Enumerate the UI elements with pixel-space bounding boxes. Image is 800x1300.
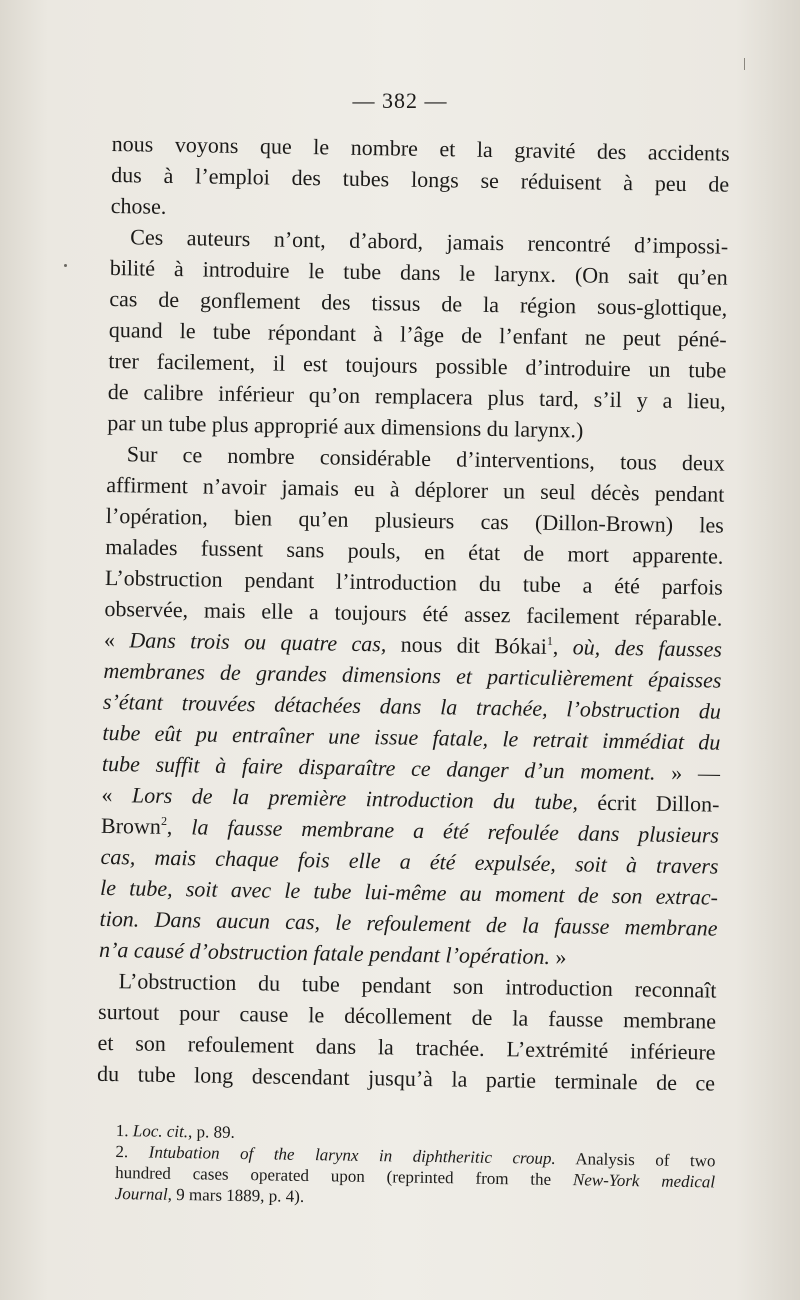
quote-line: tube eût pu entraîner une issue fatale, le retrait immédiat du	[102, 719, 721, 755]
quote-line: membranes de grandes dimensions et particulièrement épaisses	[103, 657, 722, 693]
text-line: observée, mais elle a toujours été assez facilement réparable.	[104, 595, 723, 631]
text-line: dus à l’emploi des tubes longs se réduisent à peu de	[111, 161, 730, 197]
text-line: L’obstruction pendant l’introduction du tube a été parfois	[104, 564, 724, 600]
text-line: L’obstruction du tube pendant son introduction reconnaît	[118, 968, 717, 1003]
text-line: chose.	[110, 192, 167, 219]
text-line: surtout pour cause le décollement de la fausse membrane	[97, 998, 717, 1034]
paragraph-3	[99, 438, 725, 975]
quote-line: tube suffit à faire disparaître ce danger d’un moment. » —	[101, 750, 721, 786]
text-line: par un tube plus approprié aux dimensions du larynx.)	[107, 409, 584, 443]
footnote-2: 2. Intubation of the larynx in diphtheritic croup. Analysis of two	[115, 1141, 716, 1171]
text-line: trer facilement, il est toujours possible d’introduire un tube	[108, 347, 727, 383]
text-line: et son refoulement dans la trachée. L’extrémité inférieure	[97, 1029, 716, 1065]
quote-line: Brown$^2$, la fausse membrane a été refoulée dans plusieurs	[100, 812, 720, 848]
footnote-ref: 2	[160, 813, 168, 828]
quote-italic: Dans trois ou quatre cas,	[129, 627, 387, 657]
quote-line: « Dans trois ou quatre cas, nous dit Bókai$^1$, où, des fausses	[103, 626, 723, 662]
text-line: bilité à introduire le tube dans le larynx. (On sait qu’en	[109, 254, 728, 290]
footnote-ref: 1	[546, 633, 554, 648]
text-line: quand le tube répondant à l’âge de l’enfant ne peut péné-	[108, 316, 727, 352]
text-line: du tube long descendant jusqu’à la partie terminale de ce	[96, 1060, 716, 1096]
quote-line: tion. Dans aucun cas, le refoulement de la fausse membrane	[99, 905, 718, 941]
paragraph-2	[107, 221, 728, 448]
paragraph-4	[97, 965, 717, 1099]
quote-line: « Lors de la première introduction du tube, écrit Dillon-	[101, 781, 720, 817]
footnote-2-line: hundred cases operated upon (reprinted from the New-York medical	[115, 1162, 716, 1192]
text-line: nous voyons que le nombre et la gravité des accidents	[111, 130, 730, 166]
margin-mark	[744, 58, 745, 70]
quote-line: n’a causé d’obstruction fatale pendant l’opération. »	[98, 936, 567, 970]
footnotes	[115, 1120, 716, 1213]
quote-line: cas, mais chaque fois elle a été expulsée, soit à travers	[100, 843, 719, 879]
body-text	[97, 128, 730, 1099]
text-line: malades fussent sans pouls, en état de mort apparente.	[105, 533, 724, 569]
footnote-2-line: Journal, 9 mars 1889, p. 4).	[114, 1183, 305, 1206]
text-line: Ces auteurs n’ont, d’abord, jamais rencontré d’impossi-	[130, 224, 729, 259]
quote-line: le tube, soit avec le tube lui-même au moment de son extrac-	[99, 874, 719, 910]
text-line: affirment n’avoir jamais eu à déplorer un seul décès pendant	[106, 471, 725, 507]
footnote-1: 1. Loc. cit., p. 89.	[115, 1120, 235, 1142]
paragraph-1	[111, 128, 730, 231]
margin-dot	[64, 264, 67, 267]
quote-line: s’étant trouvées détachées dans la trachée, l’obstruction du	[102, 688, 722, 724]
text-line: l’opération, bien qu’en plusieurs cas (Dillon-Brown) les	[105, 502, 725, 538]
text-line: Sur ce nombre considérable d’interventions, tous deux	[126, 441, 726, 476]
page-number: — 382 —	[352, 88, 448, 113]
text-line: cas de gonflement des tissus de la région sous-glottique,	[109, 285, 728, 321]
text-line: de calibre inférieur qu’on remplacera plus tard, s’il y a lieu,	[107, 378, 726, 414]
